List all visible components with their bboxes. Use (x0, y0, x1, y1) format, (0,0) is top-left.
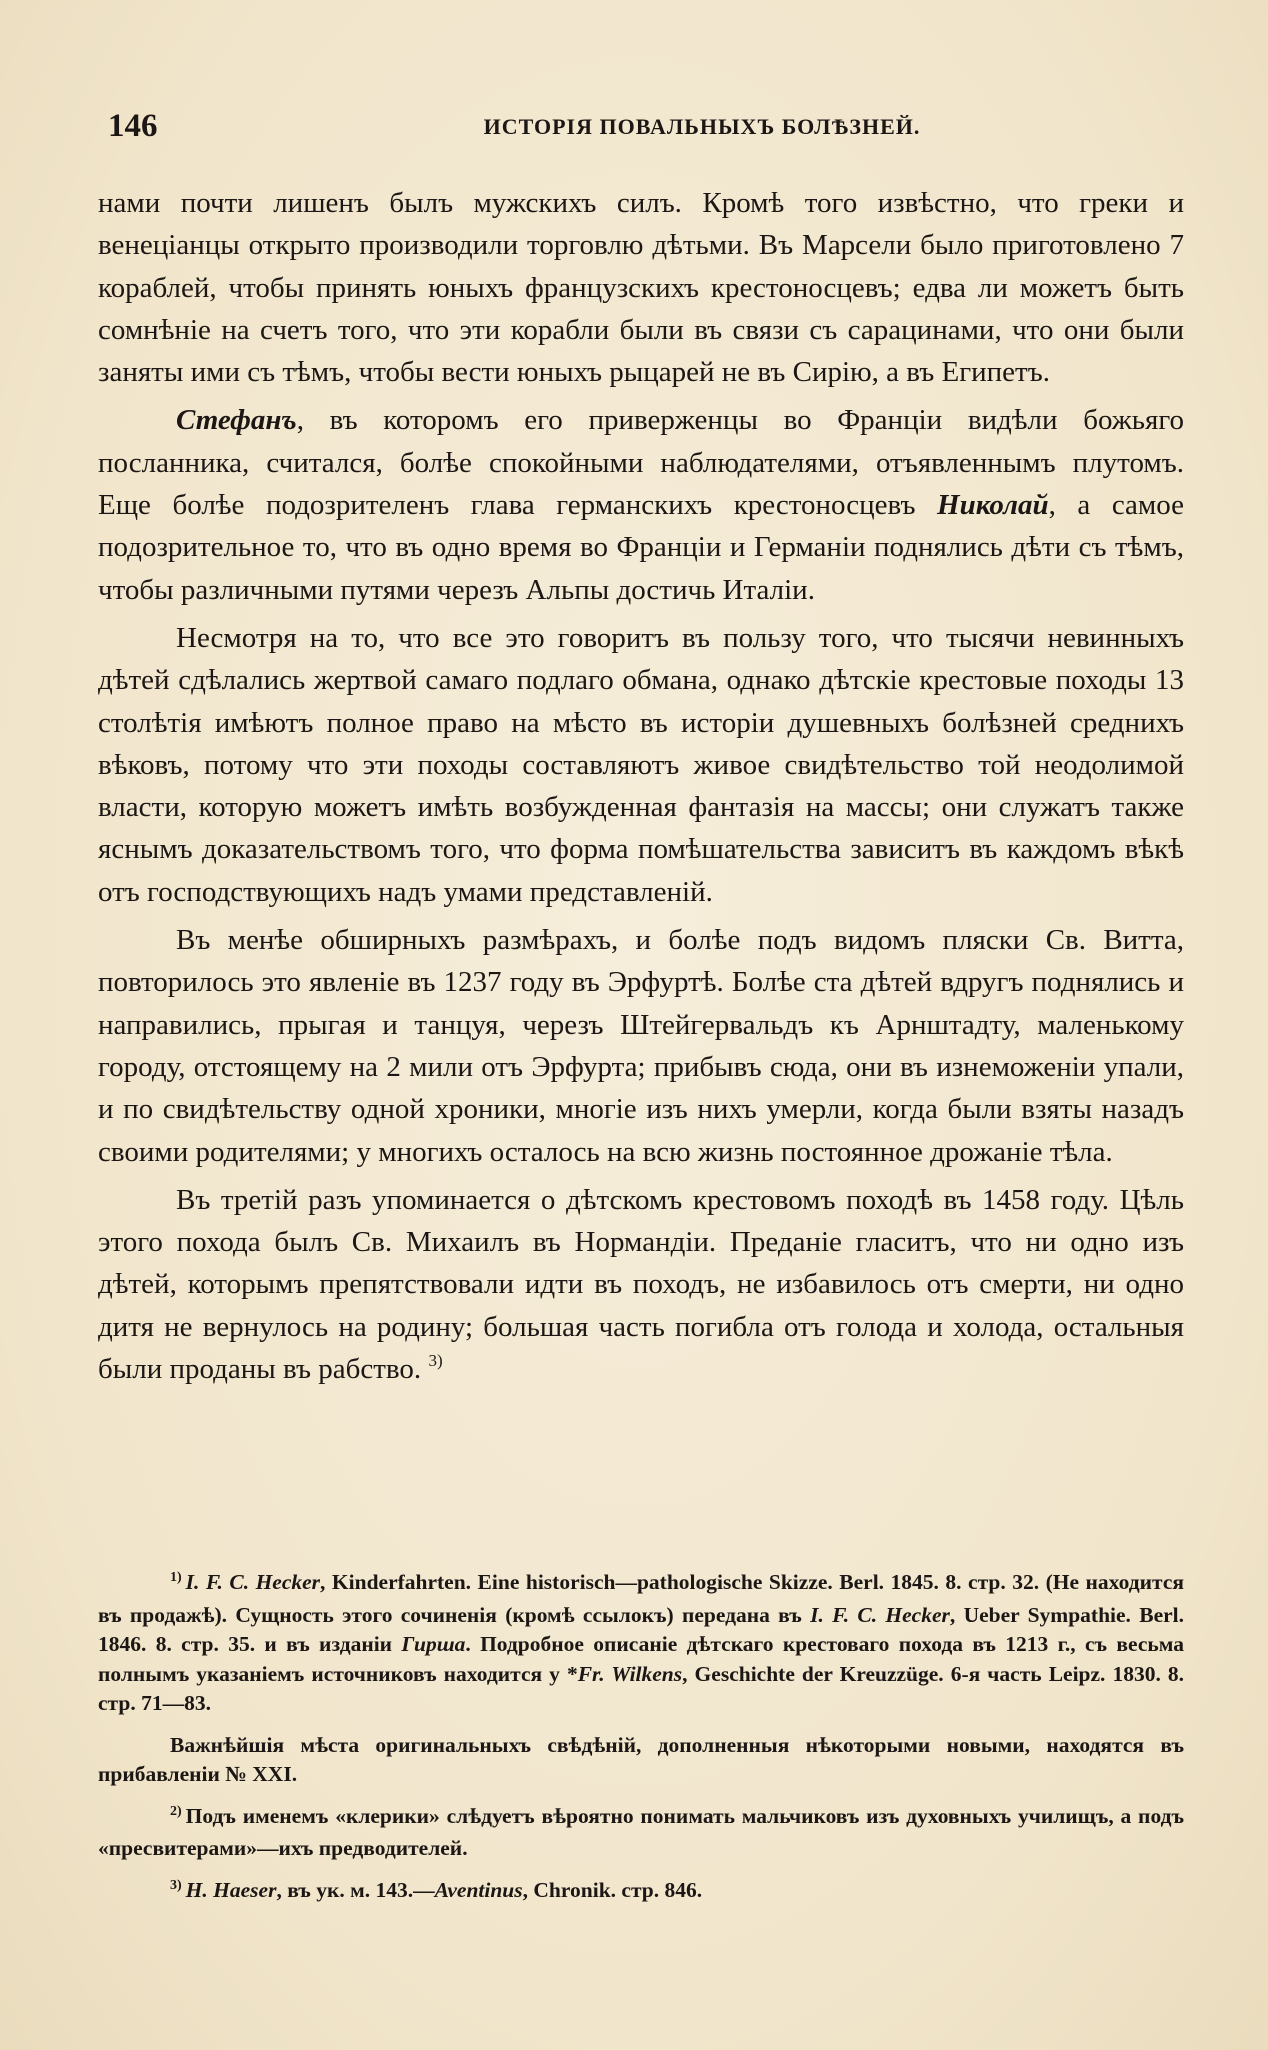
footnote-2-text: Подъ именемъ «клерики» слѣдуетъ вѣроятно понимать мальчиковъ изъ духовныхъ училищъ, а подъ «пресвитерами»—ихъ предводителей. (98, 1803, 1184, 1860)
paragraph-1 (98, 182, 1184, 393)
paragraph-2-text-a: , въ которомъ его приверженцы во Франціи видѣли божьяго посланника, считался, болѣе спокойными наблюдателями, отъявленнымъ плутомъ. Еще болѣе подозрителенъ глава германскихъ крестоносцевъ (98, 404, 1184, 522)
footnote-ref-3: 3) (428, 1351, 443, 1371)
footnote-1-text-c: . Подробное описаніе дѣтскаго крестоваго похода въ 1213 г., съ весьма полнымъ указаніемъ источниковъ находится у * (98, 1632, 1184, 1686)
paragraph-5 (98, 1179, 1184, 1394)
footnote-3-text-a: , въ ук. м. 143.— (276, 1877, 435, 1902)
running-title: ИСТОРІЯ ПОВАЛЬНЫХЪ БОЛѢЗНЕЙ. (483, 114, 921, 139)
name-nikolai: Николай (937, 489, 1049, 522)
footnote-1-wilkens: Fr. Wilkens (577, 1661, 683, 1686)
paragraph-2-text-b: , а самое подозрительное то, что въ одно время во Франціи и Германіи поднялись дѣти съ тѣмъ, чтобы различными путями черезъ Альпы достичь Италіи. (98, 489, 1184, 606)
footnote-1-author: I. F. C. Hecker (185, 1570, 321, 1594)
footnote-1-text-b: , Ueber Sympathie. Berl. 1846. 8. стр. 35. и въ изданіи (98, 1602, 1184, 1656)
page-number: 146 (108, 108, 158, 144)
paragraph-5-text: Въ третій разъ упоминается о дѣтскомъ крестовомъ походѣ въ 1458 году. Цѣль этого похода былъ Св. Михаилъ въ Нормандіи. Преданіе гласитъ, что ни одно изъ дѣтей, которымъ препятствовали идти въ походъ, не избавилось отъ смерти, ни одно дитя не вернулось на родину; большая часть погибла отъ голода и холода, остальныя были проданы въ рабство. (98, 1183, 1184, 1386)
footnote-1-text-d: , Geschichte der Kreuzzüge. 6-я часть Leipz. 1830. 8. стр. 71—83. (98, 1661, 1185, 1715)
name-stefan: Стефанъ (176, 404, 297, 437)
footnote-1-mark: 1) (170, 1570, 182, 1585)
paragraph-2 (98, 399, 1184, 610)
paragraph-3-text: Несмотря на то, что все это говоритъ въ пользу того, что тысячи невинныхъ дѣтей сдѣлались жертвой самаго подлаго обмана, однако дѣтскіе крестовые походы 13 столѣтія имѣютъ полное право на мѣсто въ исторіи душевныхъ болѣзней среднихъ вѣковъ, потому что эти походы составляютъ живое свидѣтельство той неодолимой власти, которую можетъ имѣть возбужденная фантазія на массы; они служатъ также яснымъ доказательствомъ того, что форма помѣшательства зависитъ въ каждомъ вѣкѣ отъ господствующихъ надъ умами представленій. (98, 621, 1184, 908)
footnote-3 (98, 1876, 1184, 1909)
footnote-2-mark: 2) (170, 1803, 182, 1819)
footnote-3-author: H. Haeser (185, 1877, 277, 1902)
paragraph-1-text: нами почти лишенъ былъ мужскихъ силъ. Кромѣ того извѣстно, что греки и венеціанцы открыто производили торговлю дѣтьми. Въ Марсели было приготовлено 7 кораблей, чтобы принять юныхъ французскихъ крестоносцевъ; едва ли можетъ быть сомнѣніе на счетъ того, что эти корабли были въ связи съ сарацинами, что они были заняты ими съ тѣмъ, чтобы вести юныхъ рыцарей не въ Сирію, а въ Египетъ. (98, 187, 1184, 389)
paragraph-3 (98, 617, 1184, 913)
paragraph-4-text: Въ менѣе обширныхъ размѣрахъ, и болѣе подъ видомъ пляски Св. Витта, повторилось это явленіе въ 1237 году въ Эрфуртѣ. Болѣе ста дѣтей вдругъ поднялись и направились, прыгая и танцуя, черезъ Штейгервальдъ къ Арнштадту, маленькому городу, отстоящему на 2 мили отъ Эрфурта; прибывъ сюда, они въ изнеможеніи упали, и по свидѣтельству одной хроники, многіе изъ нихъ умерли, когда были взяты назадъ своими родителями; у многихъ осталось на всю жизнь постоянное дрожаніе тѣла. (98, 924, 1184, 1168)
paragraph-4 (98, 919, 1184, 1173)
footnote-1-author-2: I. F. C. Hecker (810, 1602, 950, 1627)
footnote-1-hirsch: Гирша (401, 1632, 466, 1656)
footnote-2 (98, 1802, 1184, 1864)
footnote-1-extra: Важнѣйшія мѣста оригинальныхъ свѣдѣній, дополненныя нѣкоторыми новыми, находятся въ прибавленіи № XXI. (98, 1732, 1184, 1786)
footnote-3-mark: 3) (170, 1877, 182, 1893)
footnote-1 (98, 1568, 1184, 1719)
footnotes (98, 1568, 1184, 1920)
page-header (108, 108, 1176, 148)
footnote-3-aventinus: Aventinus (434, 1877, 523, 1902)
main-text (98, 182, 1184, 1400)
footnote-3-text-b: , Chronik. стр. 846. (522, 1877, 703, 1902)
footnote-1-text-a: , Kinderfahrten. Eine historisch—pathologische Skizze. Berl. 1845. 8. стр. 32. (Не находится въ продажѣ). Сущность этого сочиненія (кромѣ ссылокъ) передана въ (98, 1570, 1184, 1627)
